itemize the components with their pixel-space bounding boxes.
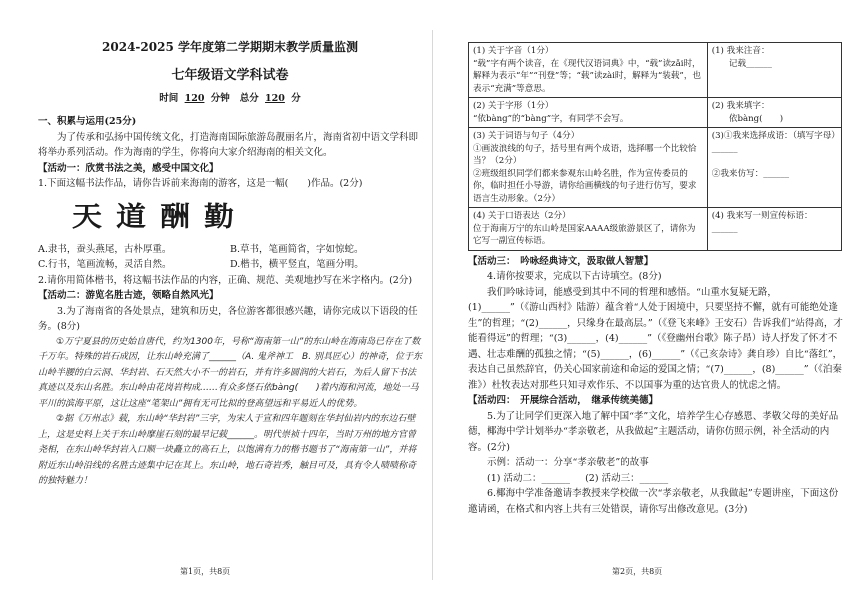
task-cell: (2) 关于字形（1分） “依bàng”的“bàng”字，有同学不会写。 (469, 98, 708, 128)
task-table (468, 42, 842, 251)
exam-title: 2024-2025 学年度第二学期期末教学质量监测 (102, 40, 358, 54)
exam-subtitle: 七年级语文学科试卷 (171, 68, 289, 83)
exam-meta: 时间 120 分钟 总分 120 分 (159, 93, 301, 104)
question-5: 5.为了让同学们更深入地了解中国“孝”文化，培养学生心存感恩、孝敬父母的美好品德，椰海中学计划举办“孝亲敬老，从我做起”主题活动，请你仿照示例，补全活动的内容。(2分) (468, 410, 839, 453)
question-1: 1.下面这幅书法作品，请你告诉前来海南的游客，这是一幅( )作品。(2分) (38, 178, 363, 189)
task-cell: (3) 关于词语与句子（4分） ①画波浪线的句子，括号里有两个成语，选择哪一个比较恰当？（2分） ②班级组织同学们都来参观东山岭名胜，作为宣传委员的你，临时担任小导游，请你给画横线的句子进行仿写，要求语言生动形象。（2分） (469, 128, 708, 208)
question-3: 3.为了海南省的各处景点，建筑和历史，各位游客都很感兴趣，请你完成以下语段的任务。(8分) (38, 305, 418, 332)
question-5-answers (468, 471, 846, 487)
answer-cell[interactable]: (1) 我来注音： 记载______ (707, 43, 841, 98)
task-cell: (1) 关于字音（1分） “载”字有两个读音，在《现代汉语词典》中，“载”读zǎi时，解释为表示“年”“刊登”等；“载”读zài时，解释为“装载”，也表示“充满”等意思。 (469, 43, 708, 98)
activity-two-heading: 【活动二：游览名胜古迹，领略自然风光】 (38, 290, 219, 301)
table-row (469, 43, 842, 98)
question-2: 2.请你用简体楷书，将这幅书法作品的内容，正确、规范、美观地抄写在米字格内。(2分) (38, 274, 413, 286)
intro-paragraph: 为了传承和弘扬中国传统文化，打造海南国际旅游岛靓丽名片，海南省初中语文学科即将举办系列活动。作为海南的学生，你将向大家介绍海南的相关文化。 (38, 131, 419, 158)
table-row (469, 208, 842, 251)
activity-three-heading: 【活动三： 吟咏经典诗文，汲取做人智慧】 (468, 255, 654, 267)
question-5-example: 示例：活动一：分享“孝亲敬老”的故事 (487, 457, 649, 468)
poem-fill-in[interactable]: 我们吟咏诗词，能感受到其中不同的哲理和感悟。“山重水复疑无路，(1)______”（《游山西村》陆游）蕴含着“人处于困境中，只要坚持不懈，就有可能绝处逢生”的哲理；“(2)______，只缘身在最高层。”（《登飞来峰》王安石）告诉我们“站得高，才能看得远”的哲理；“(3)______，(4)______”（《登幽州台歌》陈子昂）诗人抒发了怀才不遇、壮志难酬的孤独之情；“(5)______，(6)______”（《己亥杂诗》龚自珍）自比“落红”，表达自己虽然辞官，仍关心国家前途和命运的爱国之情；“(7)______，(8)______”（《泊秦淮》）杜牧表达对那些只知寻欢作乐、不以国事为重的达官贵人的忧虑之情。 (468, 286, 843, 391)
answer-cell[interactable]: (2) 我来填字： 依bàng( ) (707, 98, 841, 128)
page-number: 第2页，共8页 (612, 567, 663, 576)
calligraphy-artwork: 天道酬勤 (72, 201, 248, 233)
section-heading: 一、积累与运用(25分) (38, 116, 137, 127)
task-cell: (4) 关于口语表达（2分） 位于海南万宁的东山岭是国家AAAA级旅游景区了，请你为它写一副宣传标语。 (469, 208, 708, 251)
activity-three-answer[interactable]: (2) 活动三：______ (585, 472, 669, 484)
activity-one-heading: 【活动一：欣赏书法之美，感受中国文化】 (38, 162, 219, 174)
question-4: 4.请你按要求，完成以下古诗填空。(8分) (487, 271, 662, 282)
passage-two: ②据《万州志》载，东山岭“华封岩”三字，为宋人于宣和四年题刻在华封仙岩内的东边石壁上，这是史料上关于东山岭摩崖石刻的最早记载______。明代崇祯十四年，当时万州的地方官曾尧相，在东山岭华封岩入口顺一块矗立的高石上，以饱满有力的楷书题书了“海南第一山”，并将附近东山岭沿线的名胜古迹集中记在其上。东山岭，地石奇岩秀，触目可及，具有令人啧啧称奇的独特魅力！ (38, 414, 417, 486)
table-row (469, 128, 842, 208)
passage-one: ①万宁夏县的历史始自唐代，约为1300年，号称“海南第一山”的东山岭在海南岛已存在了数千万年。特殊的岩石成因，让东山岭充满了______（A. 鬼斧神工 B. 别具匠心）的神奇，位于东山岭半腰的白云洞、华封岩、石天然大小不一的岩石，并有许多圆润的大岩石，为后人留下书法真迹以及东山名胜。东山岭由花岗岩构成……有众多怪石依bàng( )着内海和河流，地处一马平川的滨海平原，这让这座“笔架山”拥有无可比拟的登高望远和平易近人的优势。 (38, 336, 422, 409)
question-1-options (38, 242, 422, 273)
option-d: D.楷书，横平竖直，笔画分明。 (230, 259, 364, 270)
answer-cell[interactable]: (4) 我来写一则宣传标语：______ (707, 208, 841, 251)
center-fold (432, 30, 433, 580)
page-number: 第1页，共8页 (180, 567, 231, 576)
activity-two-answer[interactable]: (1) 活动二：______ (487, 472, 570, 484)
activity-four-heading: 【活动四： 开展综合活动， 继承传统美德】 (468, 395, 659, 406)
option-b: B.草书，笔画简省，字如惊蛇。 (230, 243, 364, 255)
option-a: A.隶书，蚕头燕尾，古朴厚重。 (38, 243, 172, 255)
question-6: 6.椰海中学准备邀请李教授来学校做一次“孝亲敬老，从我做起”专题讲座，下面这份邀请函，在格式和内容上共有三处错误，请你写出修改意见。(3分) (468, 488, 839, 515)
answer-cell[interactable]: (3)①我来选择成语：（填写字母）______ ②我来仿写：______ (707, 128, 841, 208)
page-two (434, 0, 860, 600)
table-row (469, 98, 842, 128)
option-c: C.行书，笔画流畅，灵活自然。 (38, 259, 172, 270)
